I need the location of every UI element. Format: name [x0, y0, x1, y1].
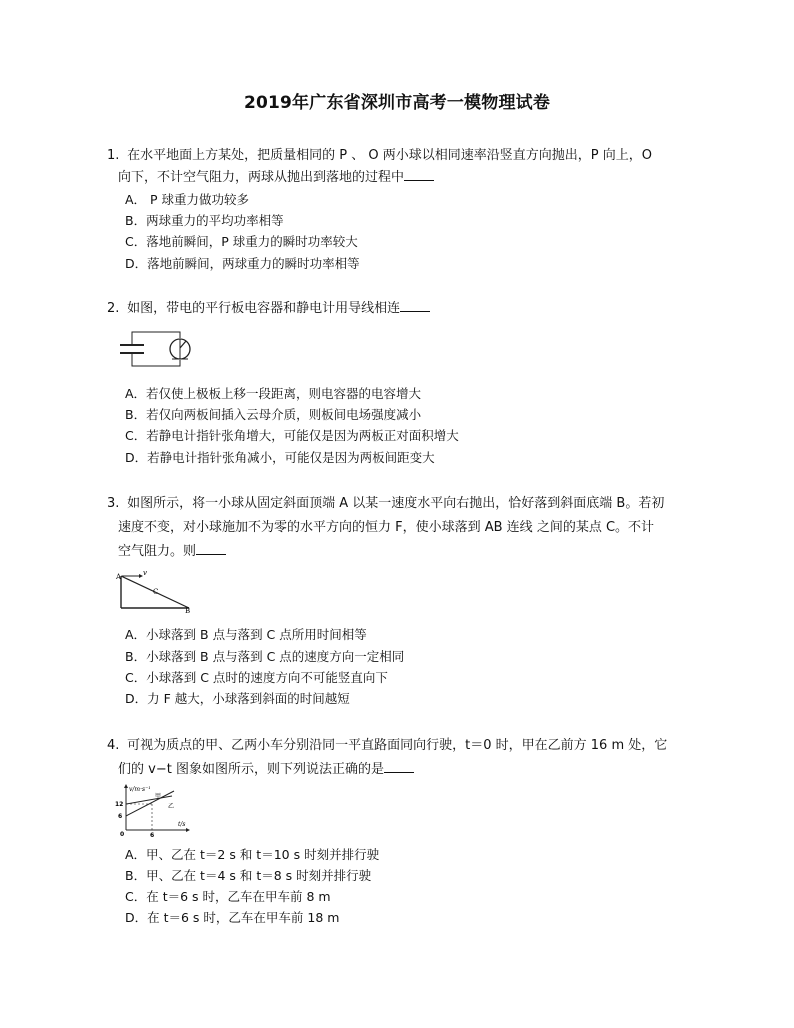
option-c: C．若静电计指针张角增大，可能仅是因为两板正对面积增大: [125, 428, 459, 443]
question-number: 2.: [107, 301, 120, 316]
question-1-line2: [118, 167, 718, 189]
question-4-line2: [118, 759, 718, 781]
point-a-label: A: [116, 573, 122, 581]
question-3: [107, 493, 707, 515]
option-b: B．小球落到 B 点与落到 C 点的速度方向一定相同: [125, 649, 405, 664]
option-c: C．落地前瞬间，P 球重力的瞬时功率较大: [125, 234, 358, 249]
question-number: 3.: [107, 496, 120, 511]
page-title: 2019年广东省深圳市高考一模物理试卷: [243, 93, 551, 113]
answer-blank: [196, 542, 226, 555]
option-c: C．小球落到 C 点时的速度方向不可能竖直向下: [125, 670, 388, 685]
question-stem-line1: 在水平地面上方某处，把质量相同的 P 、 O 两小球以相同速率沿竖直方向抛出，P 向上，O: [127, 148, 652, 163]
question-stem-line1: 如图，带电的平行板电容器和静电计用导线相连: [127, 301, 401, 316]
option-a: A．甲、乙在 t＝2 s 和 t＝10 s 时刻并排行驶: [125, 847, 380, 862]
option-a: A． P 球重力做功较多: [125, 192, 250, 207]
x-axis-label: t/s: [178, 821, 186, 828]
question-number: 4.: [107, 738, 120, 753]
question-stem-line2: 向下，不计空气阻力，两球从抛出到落地的过程中: [118, 170, 405, 185]
origin-label: 0: [120, 831, 125, 838]
tick-6-y-label: 6: [118, 813, 123, 820]
velocity-label: v: [143, 570, 147, 577]
question-1: [107, 145, 707, 167]
tick-6-x-label: 6: [150, 832, 155, 838]
question-stem-line3: 空气阻力。则: [118, 544, 197, 559]
question-4: [107, 735, 707, 757]
option-d: D．在 t＝6 s 时，乙车在甲车前 18 m: [125, 910, 340, 925]
option-a: A．若仅使上极板上移一段距离，则电容器的电容增大: [125, 386, 422, 401]
question-stem-line1: 如图所示，将一小球从固定斜面顶端 A 以某一速度水平向右抛出，恰好落到斜面底端 B。若初: [127, 496, 665, 511]
point-c-label: C: [153, 588, 159, 596]
option-b: B．若仅向两板间插入云母介质，则板间电场强度减小: [125, 407, 422, 422]
question-stem-line2: 速度不变，对小球施加不为零的水平方向的恒力 F，使小球落到 AB 连线 之间的某点 C。不计: [118, 520, 655, 535]
question-stem-line2: 们的 v−t 图象如图所示，则下列说法正确的是: [118, 762, 384, 777]
answer-blank: [384, 760, 414, 773]
option-d: D．若静电计指针张角减小，可能仅是因为两板间距变大: [125, 450, 435, 465]
question-number: 1.: [107, 148, 120, 163]
incline-figure: [115, 570, 195, 614]
point-b-label: B: [185, 607, 191, 614]
option-b: B．两球重力的平均功率相等: [125, 213, 284, 228]
vt-graph-figure: [112, 784, 192, 838]
line-yi-label: 乙: [168, 803, 175, 810]
tick-12-label: 12: [115, 801, 124, 808]
capacitor-electrometer-figure: [116, 328, 200, 370]
option-c: C．在 t＝6 s 时，乙车在甲车前 8 m: [125, 889, 331, 904]
question-3-line3: [118, 541, 718, 563]
option-d: D．力 F 越大，小球落到斜面的时间越短: [125, 691, 350, 706]
answer-blank: [400, 299, 430, 312]
question-3-line2: [118, 517, 718, 539]
y-axis-label: v/m·s⁻¹: [129, 786, 151, 793]
question-stem-line1: 可视为质点的甲、乙两小车分别沿同一平直路面同向行驶，t＝0 时，甲在乙前方 16 m 处，它: [127, 738, 668, 753]
option-a: A．小球落到 B 点与落到 C 点所用时间相等: [125, 627, 367, 642]
line-jia-label: 甲: [155, 793, 162, 800]
question-2: [107, 298, 707, 320]
option-d: D．落地前瞬间，两球重力的瞬时功率相等: [125, 256, 360, 271]
option-b: B．甲、乙在 t＝4 s 和 t＝8 s 时刻并排行驶: [125, 868, 372, 883]
answer-blank: [404, 168, 434, 181]
